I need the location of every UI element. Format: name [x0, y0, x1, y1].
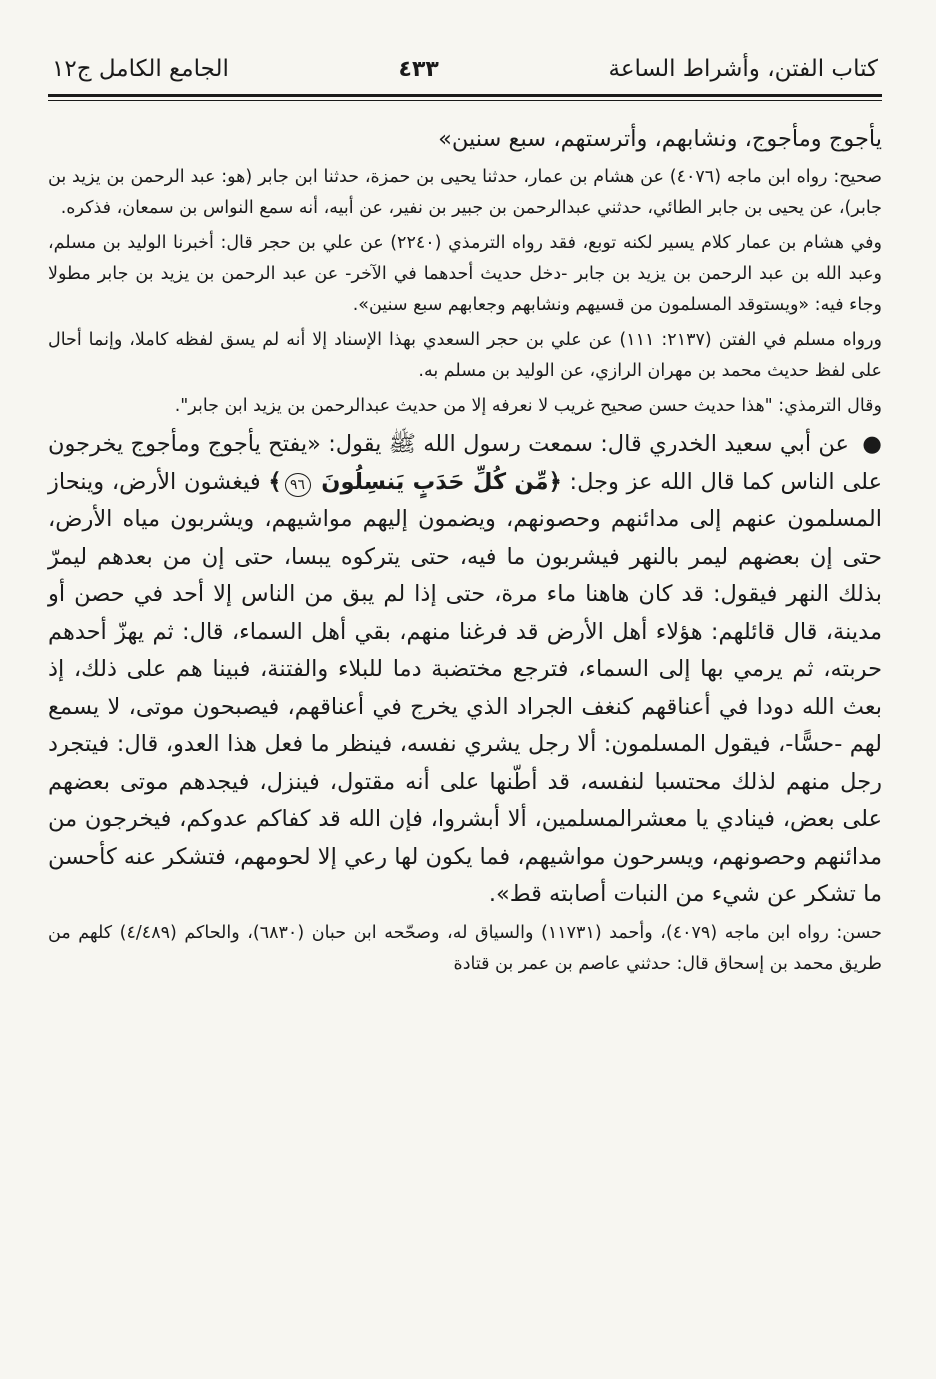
bullet-marker: ●	[862, 431, 882, 458]
page-content	[48, 121, 882, 980]
page-number: ٤٣٣	[398, 57, 439, 82]
hadith-body: فيغشون الأرض، وينحاز المسلمون عنهم إلى مدائنهم وحصونهم، ويضمون إليهم مواشيهم، ويشربون مياه الأرض، حتى إن بعضهم ليمر بالنهر فيشربون ما فيه، حتى يتركوه يبسا، حتى إن من بعدهم ليمرّ بذلك النهر فيقول: قد كان هاهنا ماء مرة، حتى إذا لم يبق من الناس إلا أحد في حصن أو مدينة، قال قائلهم: هؤلاء أهل الأرض قد فرغنا منهم، بقي أهل السماء، قال: ثم يهزّ أحدهم حربته، ثم يرمي بها إلى السماء، فترجع مختضبة دما للبلاء والفتنة، فبينا هم على ذلك، إذ بعث الله دودا في أعناقهم كنغف الجراد الذي يخرج في أعناقهم، فيصبحون موتى، لا يسمع لهم -حسًّا-، فيقول المسلمون: ألا رجل يشري نفسه، فينظر ما فعل هذا العدو، قال: فيتجرد رجل منهم لذلك محتسبا لنفسه، قد أطّنها على أنه مقتول، فينزل، فيجدهم موتى بعضهم على بعض، فينادي يا معشرالمسلمين، ألا أبشروا، فإن الله قد كفاكم عدوكم، فيخرجون من مدائنهم وحصونهم، ويسرحون مواشيهم، فما يكون لها رعي إلا لحومهم، فتشكر عنه كأحسن ما تشكر عن شيء من النبات أصابته قط».	[48, 468, 882, 908]
chapter-title: كتاب الفتن، وأشراط الساعة	[608, 56, 878, 82]
takhrij-paragraph: وقال الترمذي: "هذا حديث حسن صحيح غريب لا نعرفه إلا من حديث عبدالرحمن بن يزيد ابن جابر".	[174, 396, 882, 417]
quran-verse: ﴿مِّن كُلِّ حَدَبٍ يَنسِلُونَ	[321, 468, 562, 495]
takhrij-paragraph: صحيح: رواه ابن ماجه (٤٠٧٦) عن هشام بن عمار، حدثنا يحيى بن حمزة، حدثنا ابن جابر (هو: عبد الرحمن بن يزيد بن جابر)، عن يحيى بن جابر الطائي، حدثني عبدالرحمن بن جبير بن نفير، عن أبيه، أنه سمع النواس بن سمعان، فذكره.	[48, 167, 882, 219]
hadith-continuation: يأجوج ومأجوج، ونشابهم، وأترستهم، سبع سنين»	[438, 125, 882, 152]
verse-close-bracket: ﴾	[268, 468, 282, 495]
hadith-text	[48, 426, 882, 914]
running-header	[48, 56, 882, 92]
book-title: الجامع الكامل ج١٢	[52, 56, 229, 82]
takhrij-paragraph: حسن: رواه ابن ماجه (٤٠٧٩)، وأحمد (١١٧٣١) والسياق له، وصحّحه ابن حبان (٦٨٣٠)، والحاكم (٤/٤٨٩) كلهم من طريق محمد بن إسحاق قال: حدثني عاصم بن عمر بن قتادة	[48, 922, 882, 974]
header-rule-thin	[48, 100, 882, 101]
takhrij-paragraph: ورواه مسلم في الفتن (٢١٣٧: ١١١) عن علي بن حجر السعدي بهذا الإسناد إلا أنه لم يسق لفظه كاملا، وإنما أحال على لفظ حديث محمد بن مهران الرازي، عن الوليد بن مسلم به.	[48, 330, 882, 382]
hadith-intro: عن أبي سعيد الخدري قال: سمعت رسول الله ﷺ يقول: «يفتح يأجوج ومأجوج يخرجون على الناس كما قال الله عز وجل:	[48, 431, 883, 495]
verse-number-marker: ٩٦	[285, 473, 311, 497]
header-rule-thick	[48, 94, 882, 97]
takhrij-paragraph: وفي هشام بن عمار كلام يسير لكنه توبع، فقد رواه الترمذي (٢٢٤٠) عن علي بن حجر قال: أخبرنا الوليد بن مسلم، وعبد الله بن عبد الرحمن بن يزيد بن جابر -دخل حديث أحدهما في الآخر- عن عبد الرحمن بن يزيد بن جابر مطولا وجاء فيه: «ويستوقد المسلمون من قسيهم ونشابهم وجعابهم سبع سنين».	[48, 233, 882, 316]
book-page	[48, 56, 882, 980]
